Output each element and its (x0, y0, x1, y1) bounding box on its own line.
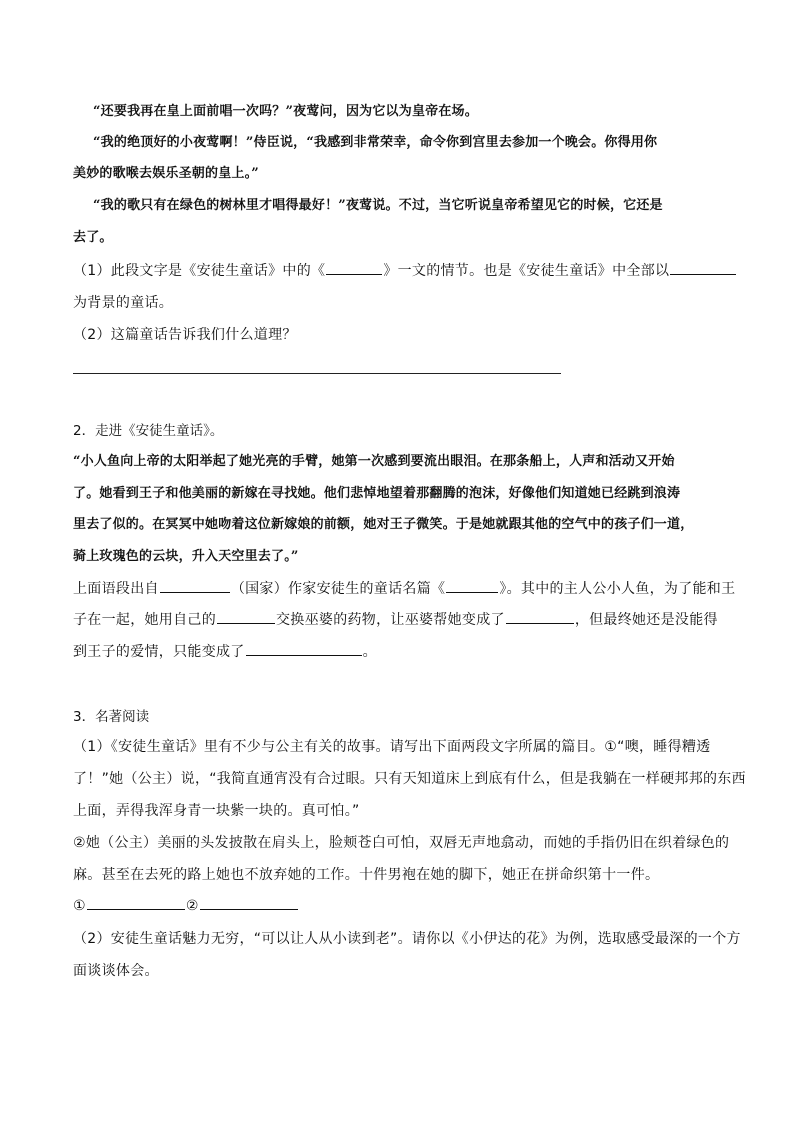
answer-row (73, 897, 299, 915)
answer-blank[interactable] (87, 897, 185, 910)
answer-blank[interactable] (446, 580, 498, 593)
fill-text: 交换巫婆的药物，让巫婆帮她变成了 (276, 612, 505, 628)
quote-line: 里去了似的。在冥冥中她吻着这位新嫁娘的前额，她对王子微笑。于是她就跟其他的空气中的孩子们一道， (73, 517, 694, 532)
question-1-1 (73, 262, 737, 280)
answer-line[interactable] (73, 373, 561, 374)
question-text: 》一文的情节。也是《安徒生童话》中全部以 (383, 263, 670, 279)
answer-blank[interactable] (670, 262, 736, 275)
quote-line: 骑上玫瑰色的云块，升入天空里去了。” (73, 549, 299, 564)
question-text: 面谈谈体会。 (73, 963, 159, 979)
fill-line-3 (73, 643, 377, 661)
excerpt-line: 麻。甚至在去死的路上她也不放弃她的工作。十件男袍在她的脚下，她正在拼命织第十一件。 (73, 867, 660, 883)
excerpt-line: ②她（公主）美丽的头发披散在肩头上，脸颊苍白可怕，双唇无声地翕动，而她的手指仍旧在织着绿色的 (73, 835, 730, 851)
fill-text: 子在一起，她用自己的 (73, 612, 216, 628)
section-title: 3．名著阅读 (73, 709, 150, 725)
excerpt-line: 上面，弄得我浑身青一块紫一块的。真可怕。” (73, 803, 360, 819)
answer-marker: ① (73, 898, 86, 914)
passage-line: 美妙的歌喉去娱乐圣朝的皇上。” (73, 166, 259, 181)
question-text: （1）此段文字是《安徒生童话》中的《 (73, 263, 326, 279)
fill-text: （国家）作家安徒生的童话名篇《 (230, 581, 446, 597)
answer-blank[interactable] (200, 897, 298, 910)
excerpt-line: 了！”她（公主）说，“我简直通宵没有合过眼。只有天知道床上到底有什么，但是我躺在一样硬邦邦的东西 (73, 771, 746, 787)
answer-blank[interactable] (326, 262, 382, 275)
question-3-2: （2）安徒生童话魅力无穷，“可以让人从小读到老”。请你以《小伊达的花》为例，选取感受最深的一个方 (73, 931, 741, 947)
fill-text: 。 (362, 644, 377, 660)
question-1-2: （2）这篇童话告诉我们什么道理？ (73, 327, 297, 343)
fill-line-1 (73, 580, 735, 598)
answer-blank[interactable] (246, 643, 362, 656)
answer-blank[interactable] (217, 611, 275, 624)
fill-text: 》。其中的主人公小人鱼，为了能和王 (499, 581, 736, 597)
fill-text: 到王子的爱情，只能变成了 (73, 644, 245, 660)
answer-blank[interactable] (506, 611, 574, 624)
fill-text: ，但最终她还是没能得 (574, 612, 718, 628)
quote-line: 了。她看到王子和他美丽的新嫁在寻找她。他们悲悼地望着那翻腾的泡沫，好像他们知道她已经跳到浪涛 (73, 486, 681, 501)
quote-line: “小人鱼向上帝的太阳举起了她光亮的手臂，她第一次感到要流出眼泪。在那条船上，人声和活动又开始 (73, 454, 675, 469)
fill-line-2 (73, 611, 718, 629)
answer-marker: ② (185, 898, 199, 914)
section-title: 2．走进《安徒生童话》。 (73, 423, 224, 439)
answer-blank[interactable] (160, 580, 230, 593)
question-3-1: （1）《安徒生童话》里有不少与公主有关的故事。请写出下面两段文字所属的篇目。①“噢，睡得糟透 (73, 739, 711, 755)
passage-line: “我的绝顶好的小夜莺啊！”侍臣说，“我感到非常荣幸，命令你到宫里去参加一个晚会。你得用你 (93, 135, 658, 150)
passage-line: “还要我再在皇上面前唱一次吗？”夜莺问，因为它以为皇帝在场。 (93, 104, 478, 119)
question-text: 为背景的童话。 (73, 295, 174, 311)
passage-line: 去了。 (73, 230, 113, 245)
fill-text: 上面语段出自 (73, 581, 159, 597)
passage-line: “我的歌只有在绿色的树林里才唱得最好！”夜莺说。不过，当它听说皇帝希望见它的时候，它还是 (93, 198, 663, 213)
